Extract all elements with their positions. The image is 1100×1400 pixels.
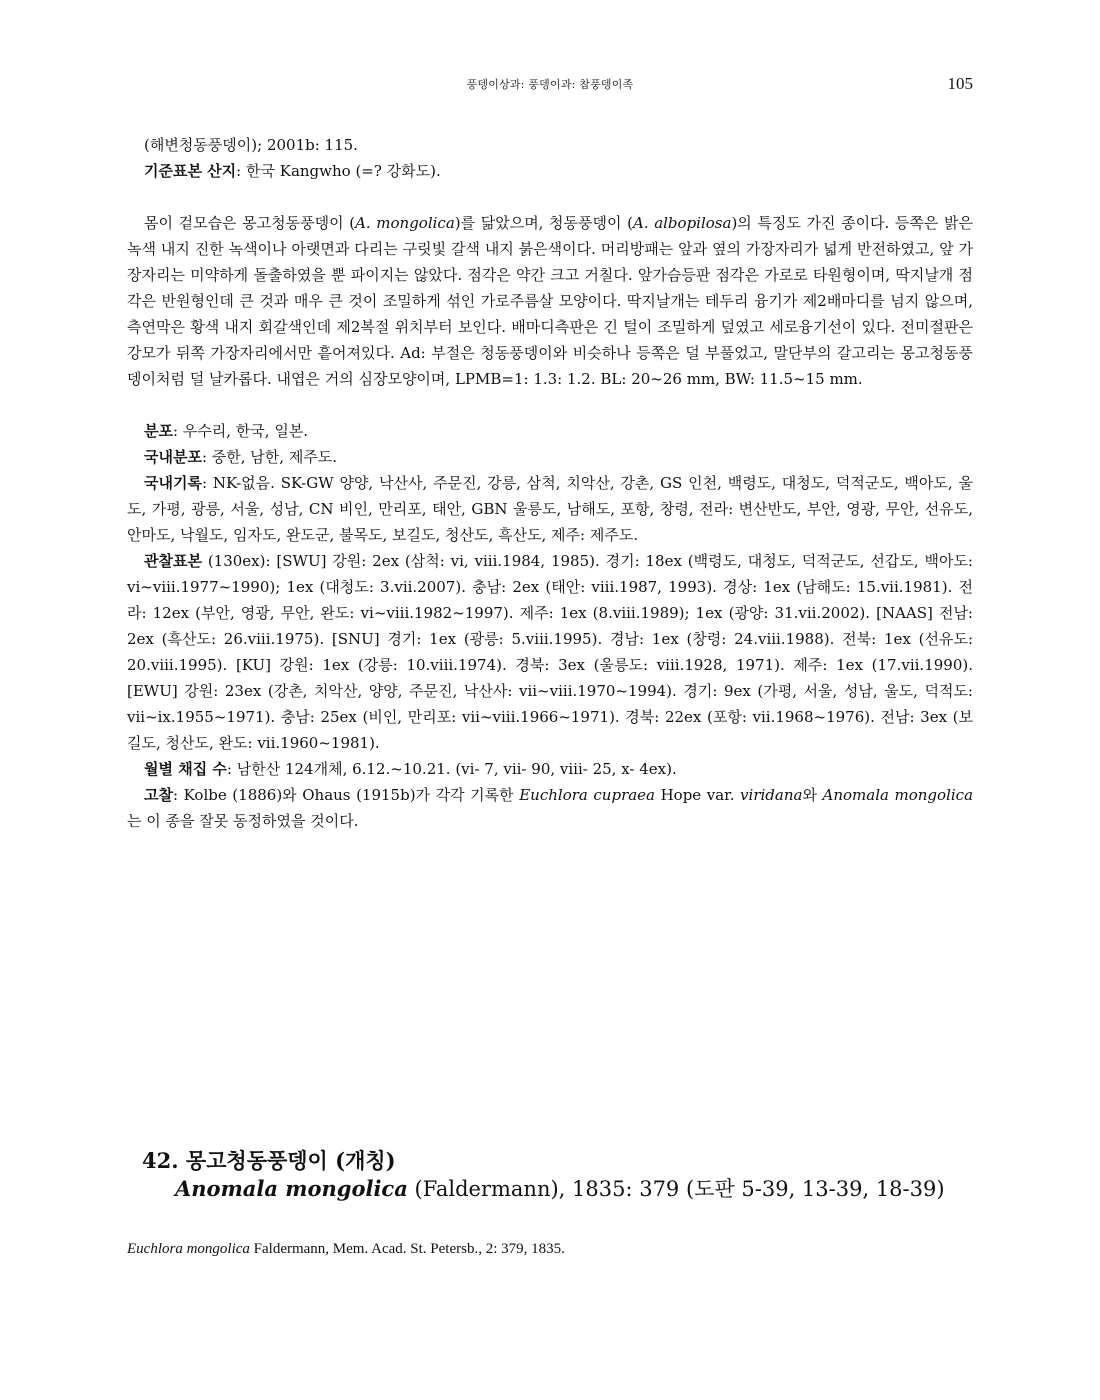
remarks xyxy=(127,782,973,834)
specimens-examined xyxy=(127,548,973,756)
monthly-text: : 남한산 124개체, 6.12.~10.21. (vi- 7, vii- 90, viii- 25, x- 4ex). xyxy=(226,760,677,778)
domestic-distribution xyxy=(127,444,973,470)
species-author: (Faldermann), 1835: 379 (도판 5-39, 13-39, 18-39) xyxy=(407,1177,945,1201)
distribution xyxy=(127,418,973,444)
remarks-text: 는 이 종을 잘못 동정하였을 것이다. xyxy=(127,812,359,830)
type-locality xyxy=(127,158,973,184)
species-number-title: 42. 몽고청동풍뎅이 (개칭) xyxy=(142,1148,396,1173)
type-locality-label: 기준표본 산지 xyxy=(144,162,237,180)
distribution-label: 분포 xyxy=(144,422,173,440)
remarks-text: : Kolbe (1886)와 Ohaus (1915b)가 각각 기록한 xyxy=(172,786,520,804)
type-locality-text: : 한국 Kangwho (=? 강화도). xyxy=(236,162,441,180)
body-text xyxy=(127,132,973,834)
species-heading xyxy=(142,1148,972,1204)
remarks-italic: Anomala mongolica xyxy=(822,786,974,804)
species-scientific-name: Anomala mongolica xyxy=(175,1176,408,1201)
specimens-label: 관찰표본 xyxy=(144,552,202,570)
remarks-text: Hope var. xyxy=(655,786,741,804)
domestic-records xyxy=(127,470,973,548)
description-paragraph xyxy=(127,210,973,392)
domestic-records-label: 국내기록 xyxy=(144,474,202,492)
remarks-label: 고찰 xyxy=(144,786,173,804)
synonym-line xyxy=(127,1236,973,1262)
specimens-text: (130ex): [SWU] 강원: 2ex (삼척: vi, viii.1984, 1985). 경기: 18ex (백령도, 대청도, 덕적군도, 선갑도, 백아도: vi~viii.1977~1990); 1ex (대청도: 3.vii.2007). 충남: 2ex (태안: viii.1987, 1993). 경상: 1ex (남해도: 15.vii.1981). 전라: 12ex (부안, 영광, 무안, 완도: vi~viii.1982~1997). 제주: 1ex (8.viii.1989); 1ex (광양: 31.vii.2002). [NAAS] 전남: 2ex (흑산도: 26.viii.1975). [SNU] 경기: 1ex (광릉: 5.viii.1995). 경남: 1ex (창령: 24.viii.1988). 전북: 1ex (선유도: 20.viii.1995). [KU] 강원: 1ex (강릉: 10.viii.1974). 경북: 3ex (울릉도: viii.1928, 1971). 제주: 1ex (17.vii.1990). [EWU] 강원: 23ex (강촌, 치악산, 양양, 주문진, 낙산사: vii~viii.1970~1994). 경기: 9ex (가평, 서울, 성남, 울도, 덕적도: vii~ix.1955~1971). 충남: 25ex (비인, 만리포: vii~viii.1966~1971). 경북: 22ex (포항: vii.1968~1976). 전남: 3ex (보길도, 청산도, 완도: vii.1960~1981). xyxy=(127,552,973,752)
spacer xyxy=(127,184,973,210)
synonym-name: Euchlora mongolica xyxy=(127,1241,250,1257)
page-number: 105 xyxy=(947,74,973,93)
domestic-distribution-text: : 중한, 남한, 제주도. xyxy=(201,448,338,466)
domestic-distribution-label: 국내분포 xyxy=(144,448,202,466)
species-ref-italic: A. mongolica xyxy=(355,214,455,232)
running-head: 풍뎅이상과: 풍뎅이과: 참풍뎅이족 xyxy=(466,78,634,91)
description-text: 몸이 겉모습은 몽고청동풍뎅이 ( xyxy=(144,214,356,232)
synonym-reference: Faldermann, Mem. Acad. St. Petersb., 2: 379, 1835. xyxy=(249,1241,565,1257)
remarks-text: 와 xyxy=(802,786,823,804)
remarks-italic: Euchlora cupraea xyxy=(519,786,656,804)
description-text: )의 특징도 가진 종이다. 등쪽은 밝은 녹색 내지 진한 녹색이나 아랫면과 다리는 구릿빛 갈색 내지 붉은색이다. 머리방패는 앞과 옆의 가장자리가 넓게 반전하였고, 앞 가장자리는 미약하게 돌출하였을 뿐 파이지는 않았다. 점각은 약간 크고 거칠다. 앞가슴등판 점각은 가로로 타원형이며, 딱지날개 점각은 반원형인데 큰 것과 매우 큰 것이 조밀하게 섞인 가로주름살 모양이다. 딱지날개는 테두리 융기가 제2배마디를 넘지 않으며, 측연막은 황색 내지 회갈색인데 제2복절 위치부터 보인다. 배마디측판은 긴 털이 조밀하게 덮였고 세로융기선이 있다. 전미절판은 강모가 뒤쪽 가장자리에서만 흩어져있다. Ad: 부절은 청동풍뎅이와 비슷하나 등쪽은 덜 부풀었고, 말단부의 갈고리는 몽고청동풍뎅이처럼 덜 날카롭다. 내엽은 거의 심장모양이며, LPMB=1: 1.3: 1.2. BL: 20~26 mm, BW: 11.5~15 mm. xyxy=(127,214,973,388)
spacer xyxy=(127,392,973,418)
remarks-italic: viridana xyxy=(740,786,803,804)
species-ref-italic: A. albopilosa xyxy=(632,214,732,232)
species-scientific-line xyxy=(142,1174,972,1204)
monthly-label: 월별 채집 수 xyxy=(144,760,227,778)
reference-tail: (해변청동풍뎅이); 2001b: 115. xyxy=(144,136,358,154)
monthly-collection xyxy=(127,756,973,782)
domestic-records-text: : NK-없음. SK-GW 양양, 낙산사, 주문진, 강릉, 삼척, 치악산, 강촌, GS 인천, 백령도, 대청도, 덕적군도, 백아도, 울도, 가평, 광릉, 서울, 성남, CN 비인, 만리포, 태안, GBN 울릉도, 남해도, 포항, 창령, 전라: 변산반도, 부안, 영광, 무안, 선유도, 안마도, 낙월도, 임자도, 완도군, 불목도, 보길도, 청산도, 흑산도, 제주: 제주도. xyxy=(127,474,973,544)
description-text: )를 닮았으며, 청동풍뎅이 ( xyxy=(454,214,633,232)
distribution-text: : 우수리, 한국, 일본. xyxy=(172,422,309,440)
